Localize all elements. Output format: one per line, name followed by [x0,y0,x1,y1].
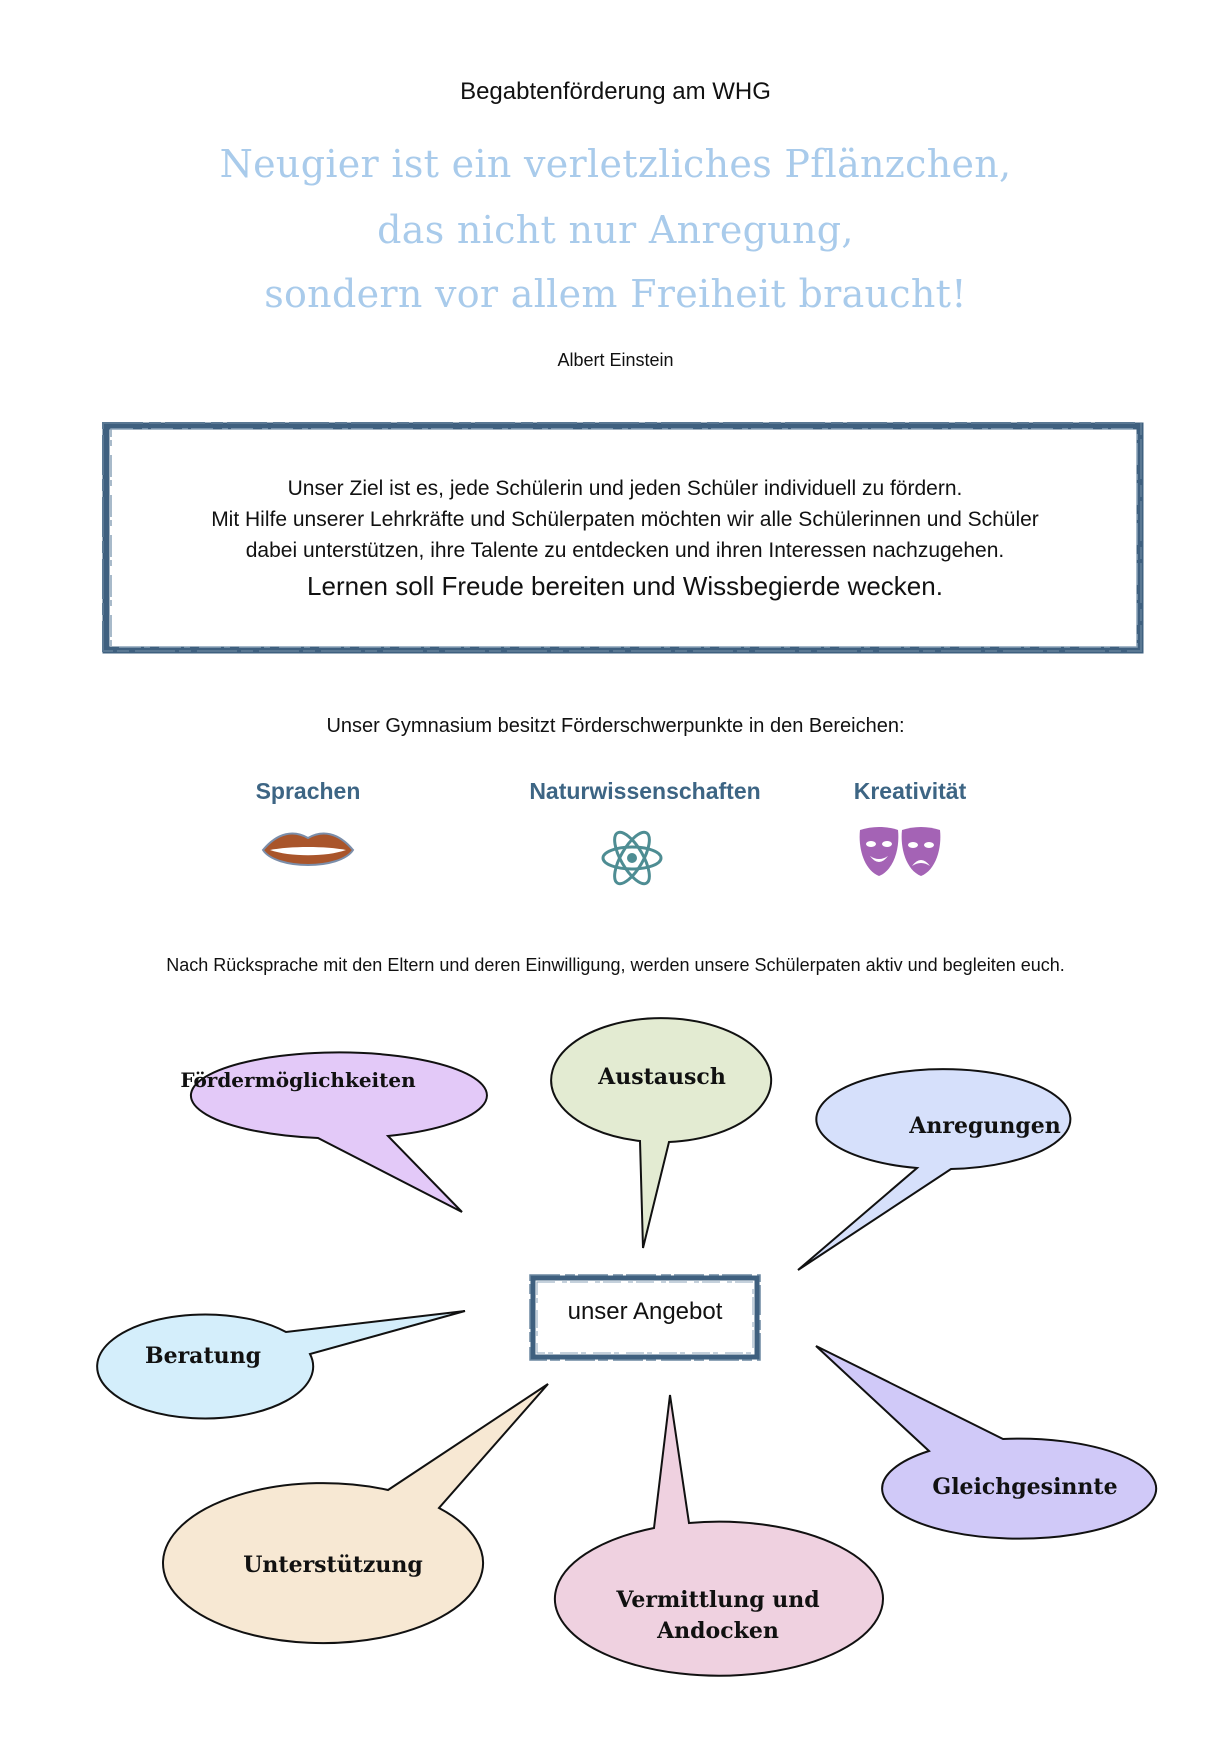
bubble-label-beratung: Beratung [145,1343,261,1369]
quote-line-1: Neugier ist ein verletzliches Pflänzchen, [219,142,1012,186]
goal-text-line-3: dabei unterstützen, ihre Talente zu entdecken und ihren Interessen nachzugehen. [245,539,1005,562]
bubble-label-unterstuetzung: Unterstützung [243,1552,423,1578]
goal-text-line-1: Unser Ziel ist es, jede Schülerin und jeden Schüler individuell zu fördern. [287,477,963,500]
bubble-shape [816,1346,1156,1539]
quote-line-2: das nicht nur Anregung, [377,208,854,252]
bubble-foerdermoeglichkeiten [180,1052,487,1212]
bubble-shape [551,1018,771,1248]
bubble-beratung [97,1311,465,1418]
bubble-gleichgesinnte [816,1346,1156,1539]
bubble-vermittlung [555,1395,883,1676]
bubble-shape [798,1069,1070,1270]
bubble-anregungen [798,1069,1070,1270]
bubble-label-vermittlung-line-2: Andocken [657,1618,779,1644]
bubble-shape [163,1384,548,1643]
goal-highlight: Lernen soll Freude bereiten und Wissbegierde wecken. [307,571,943,601]
area-heading-sprachen: Sprachen [255,778,361,804]
quote-line-3: sondern vor allem Freiheit braucht! [264,272,967,316]
bubble-label-vermittlung-line-1: Vermittlung und [616,1587,820,1613]
quote-author: Albert Einstein [557,350,674,370]
bubble-label-anregungen: Anregungen [909,1113,1061,1139]
bubble-unterstuetzung [163,1384,548,1643]
bubble-austausch [551,1018,771,1248]
goal-text-line-2: Mit Hilfe unserer Lehrkräfte und Schülerpaten möchten wir alle Schülerinnen und Schüler [211,508,1039,531]
bubble-label-foerdermoeglichkeiten: Fördermöglichkeiten [180,1068,416,1092]
area-heading-naturwissenschaften: Naturwissenschaften [529,778,761,804]
bubble-label-gleichgesinnte: Gleichgesinnte [932,1474,1118,1500]
area-heading-kreativitaet: Kreativität [853,778,967,804]
offer-center-label: unser Angebot [567,1298,723,1325]
areas-intro: Unser Gymnasium besitzt Förderschwerpunkte in den Bereichen: [326,715,905,737]
bubble-label-austausch: Austausch [598,1064,726,1090]
page-title: Begabtenförderung am WHG [460,78,771,105]
parents-note: Nach Rücksprache mit den Eltern und deren Einwilligung, werden unsere Schülerpaten aktiv und begleiten euch. [166,955,1065,975]
